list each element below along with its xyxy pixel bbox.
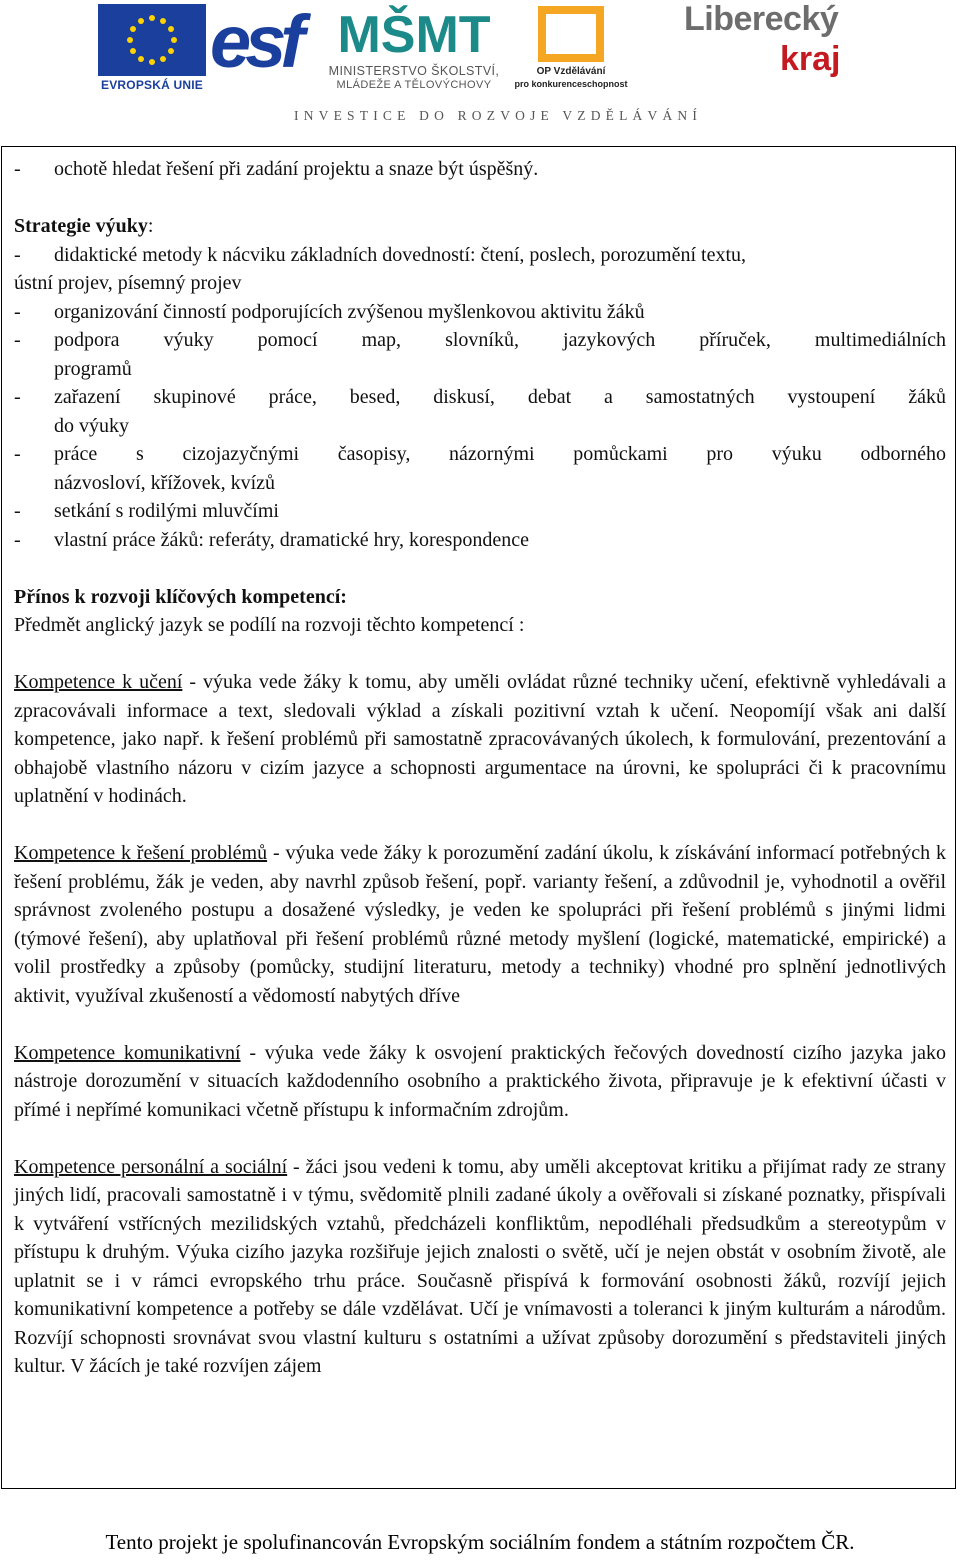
page-footer: Tento projekt je spolufinancován Evropským sociálním fondem a státním rozpočtem ČR. xyxy=(105,1530,855,1554)
list-item: - podpora výuky pomocí map, slovníků, jazykových příruček, multimediálních xyxy=(14,326,946,355)
esf-logo: esf xyxy=(210,0,299,83)
strategy-item: podpora výuky pomocí map, slovníků, jazykových příruček, multimediálních xyxy=(54,329,946,351)
list-item: - setkání s rodilými mluvčími xyxy=(14,497,946,526)
competence-paragraph xyxy=(14,668,946,811)
competence-text: - žáci jsou vedeni k tomu, aby uměli akceptovat kritiku a přijímat rady ze strany jiných lidí, pracovali samostatně i v týmu, svědomitě plnili zadané úkoly a ověřovali si získané poznatky, přispívali k vytváření vstřícných mezilidských vztahů, předcházeli konfliktům, nepodléhali předsudkům a stereotypům v přístupu k druhým. Výuka cizího jazyka rozšiřuje jejich znalosti o světě, učí je nejen obstát v osobním životě, ale uplatnit se i v rámci evropského trhu práce. Současně přispívá k formování osobnosti žáků, rozvíjí jejich komunikativní kompetence a potřeby se dále vzdělávat. Učí je vnímavosti a toleranci k jiným kulturám a národům. Rozvíjí schopnosti srovnávat svou vlastní kulturu s ostatními a užívat způsoby dorozumění s představiteli jiných kultur. V žácích je také rozvíjen zájem xyxy=(14,1155,946,1377)
eu-logo xyxy=(98,4,206,90)
msmt-logo-letters: MŠMT xyxy=(337,6,491,62)
msmt-caption-line2: MLÁDEŽE A TĚLOVÝCHOVY xyxy=(336,79,492,91)
strategy-item: práce s cizojazyčnými časopisy, názornými pomůckami pro výuku odborného xyxy=(54,443,946,465)
strategy-item: organizování činností podporujících zvýšenou myšlenkovou aktivitu žáků xyxy=(54,300,645,323)
competence-title: Kompetence k řešení problémů xyxy=(14,842,268,864)
list-item: - organizování činností podporujících zvýšenou myšlenkovou aktivitu žáků xyxy=(14,298,946,327)
strategy-item: zařazení skupinové práce, besed, diskusí, debat a samostatných vystoupení žáků xyxy=(54,386,946,408)
strategy-item-continuation: názvosloví, křížovek, kvízů xyxy=(54,471,276,494)
lk-logo-line2: kraj xyxy=(780,40,841,78)
eu-flag-icon xyxy=(98,4,206,76)
competence-text: - výuka vede žáky k osvojení praktických řečových dovedností cizího jazyka jako nástroje dorozumění v situacích každodenního osobního a praktického života, připravuje je k efektivní účasti v přímé i nepřímé komunikaci včetně přístupu k informačním zdrojům. xyxy=(14,1041,946,1121)
msmt-logo xyxy=(322,2,506,92)
content-box xyxy=(1,146,956,1489)
strategy-heading: Strategie výuky xyxy=(14,215,148,237)
competence-paragraph xyxy=(14,1039,946,1125)
lk-logo-line1: Liberecký xyxy=(684,0,839,38)
list-item: - ochotě hledat řešení při zadání projektu a snaze být úspěšný. xyxy=(14,155,946,184)
competence-paragraph xyxy=(14,839,946,1010)
strategy-heading-line xyxy=(14,212,946,241)
liberecky-kraj-logo xyxy=(664,0,860,90)
op-caption-line1: OP Vzdělávání xyxy=(536,66,606,77)
competence-text: - výuka vede žáky k tomu, aby uměli ovládat různé techniky učení, efektivně vyhledávali a zpracovávali informace a text, sledovali výklad a získali pozitivní vztah k učení. Neopomíjí však ani další kompetence, jako např. k řešení problémů při samostatně zpracovávaných úkolech, k formulování, prezentování a obhajobě vlastního názoru v cizím jazyce a schopnosti argumentace na úrovni, ke spolupráci či k pracovnímu uplatnění v hodinách. xyxy=(14,671,946,807)
strategy-item-continuation: ústní projev, písemný projev xyxy=(14,272,242,294)
list-item: - zařazení skupinové práce, besed, diskusí, debat a samostatných vystoupení žáků xyxy=(14,383,946,412)
competence-text: - výuka vede žáky k porozumění zadání úkolu, k získávání informací potřebných k řešení problému, žák je veden, aby navrhl způsob řešení, popř. varianty řešení, a zdůvodnil je, vyhodnotil a ověřil správnost zvoleného postupu a dosažené výsledky, je veden ke spolupráci při řešení problémů s jinými lidmi (týmové řešení), aby uplatňoval při řešení problémů různé metody myšlení (logické, matematické, empirické) a volil prostředky a způsoby (pomůcky, studijní literaturu, metody a techniky) vhodné pro splnění jednotlivých aktivit, využíval zkušeností a vědomostí nabytých dříve xyxy=(14,842,947,1007)
strategy-item: vlastní práce žáků: referáty, dramatické hry, korespondence xyxy=(54,528,529,551)
competence-paragraph xyxy=(14,1153,946,1381)
header-tagline: INVESTICE DO ROZVOJE VZDĚLÁVÁNÍ xyxy=(294,108,703,123)
list-item: - práce s cizojazyčnými časopisy, názornými pomůckami pro výuku odborného xyxy=(14,440,946,469)
competence-title: Kompetence k učení xyxy=(14,671,183,693)
strategy-item-continuation: programů xyxy=(54,357,132,380)
op-emblem-icon xyxy=(512,4,630,64)
strategy-heading-colon: : xyxy=(147,215,154,237)
document-body xyxy=(14,155,946,1381)
msmt-emblem-icon xyxy=(322,2,506,62)
strategy-item: setkání s rodilými mluvčími xyxy=(54,500,279,522)
competence-title: Kompetence komunikativní xyxy=(14,1041,241,1064)
intro-bullet-text: ochotě hledat řešení při zadání projektu a snaze být úspěšný. xyxy=(54,158,539,180)
competence-title: Kompetence personální a sociální xyxy=(14,1155,288,1178)
op-caption-line2: pro konkurenceschopnost xyxy=(514,79,628,89)
key-competences-heading: Přínos k rozvoji klíčových kompetencí: xyxy=(14,585,347,608)
page-header xyxy=(0,0,960,140)
msmt-caption-line1: MINISTERSTVO ŠKOLSTVÍ, xyxy=(328,64,500,78)
key-competences-intro: Předmět anglický jazyk se podílí na rozvoji těchto kompetencí : xyxy=(14,614,525,636)
list-item: - vlastní práce žáků: referáty, dramatické hry, korespondence xyxy=(14,526,946,555)
strategy-item-continuation: do výuky xyxy=(54,414,129,437)
list-item: - didaktické metody k nácviku základních dovedností: čtení, poslech, porozumění textu, xyxy=(14,241,946,270)
eu-logo-caption: EVROPSKÁ UNIE xyxy=(101,78,203,92)
op-logo xyxy=(512,4,630,90)
strategy-item: didaktické metody k nácviku základních dovedností: čtení, poslech, porozumění textu, xyxy=(54,243,747,266)
